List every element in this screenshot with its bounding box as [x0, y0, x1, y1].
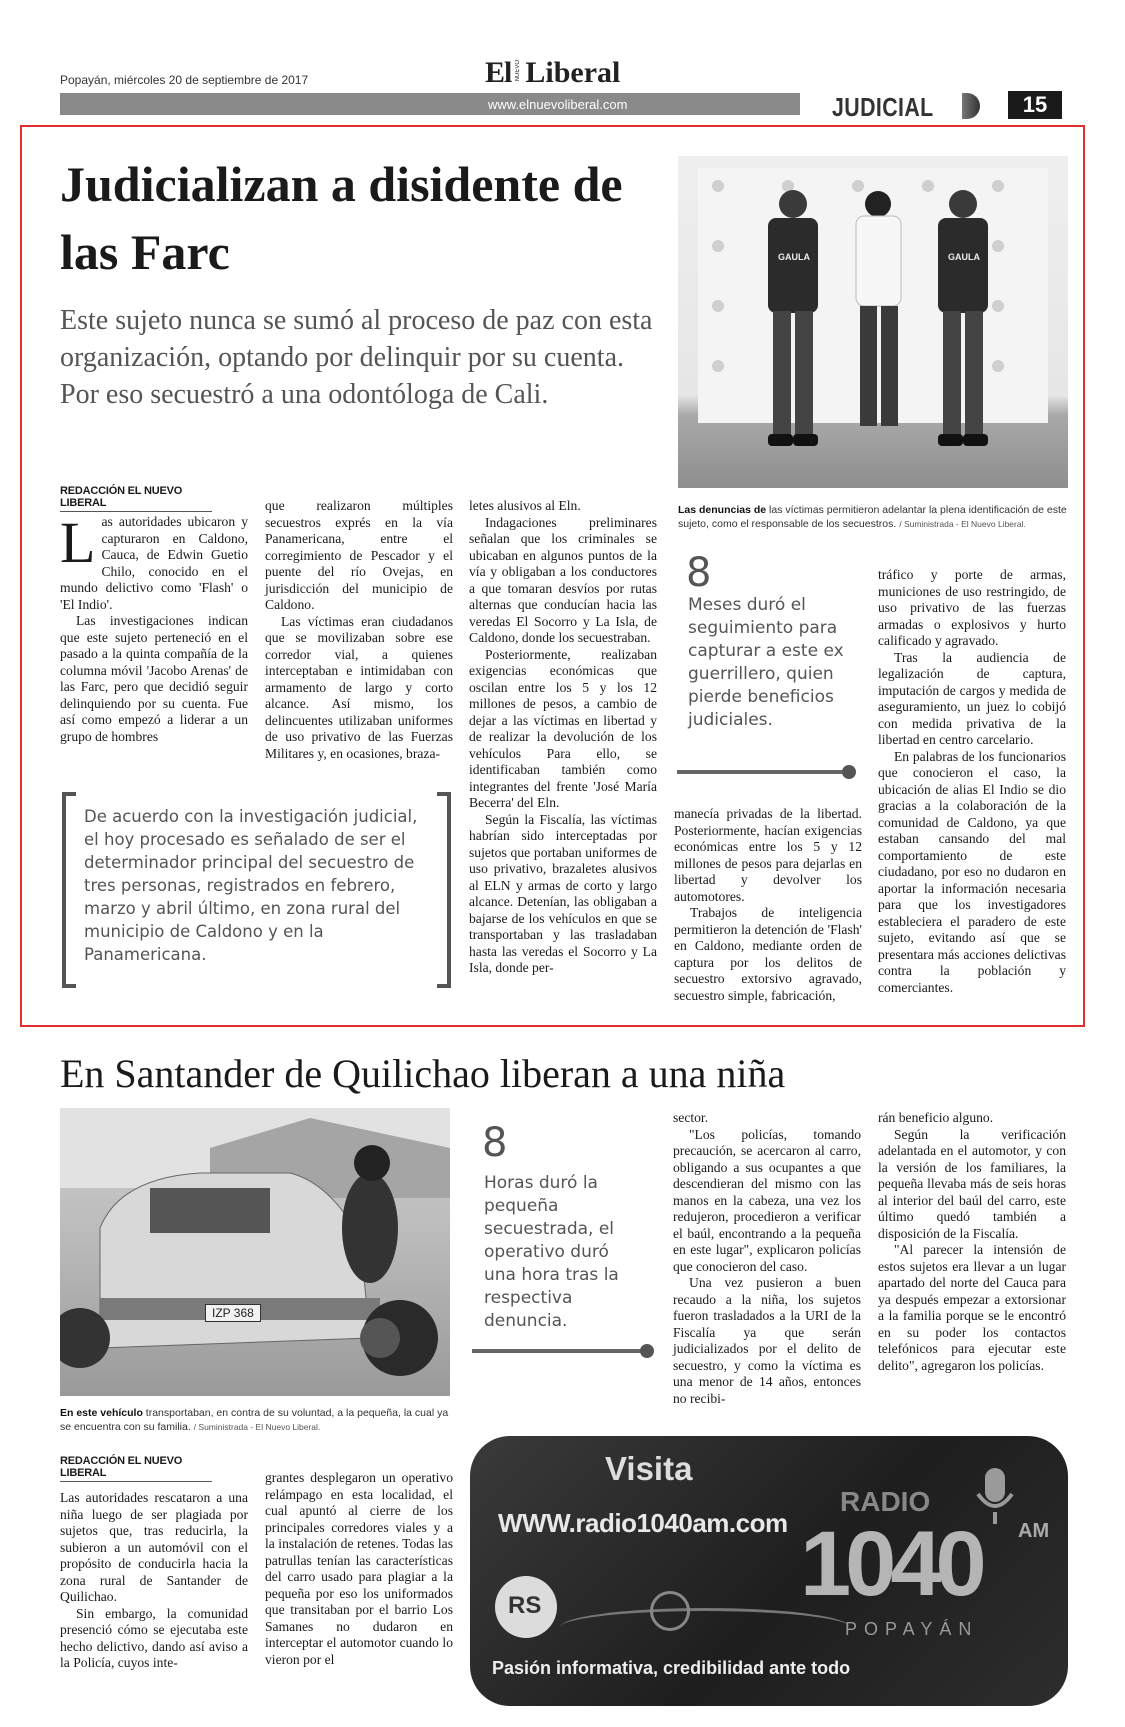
article1-title: Judicializan a disidente de las Farc — [60, 156, 623, 280]
article2-photo-art — [60, 1108, 450, 1396]
article2-col2 — [265, 1470, 453, 1668]
article2-col3 — [673, 1110, 861, 1407]
article2-fact-dot — [640, 1344, 654, 1358]
article2-photo — [60, 1108, 450, 1396]
quote-bracket-right — [437, 792, 451, 988]
rs-logo-text: RS — [508, 1592, 542, 1619]
article1-byline: REDACCIÓN EL NUEVO LIBERAL — [60, 485, 212, 512]
article1-col3-p1: letes alusivos al Eln. — [469, 498, 581, 513]
article2-fact-number: 8 — [482, 1120, 508, 1166]
article1-col3-p2: Indagaciones preliminares señalan que los criminales se ubicaban en algunos puntos de la vía y obligaban a los conductores a que tomaran desvíos por rutas alternas que conducían hacia las veredas El Socorro y La Isla, de Caldono, donde los secuestraban. — [469, 514, 657, 645]
article1-col3-p4: Según la Fiscalía, las víctimas habrían sido interceptadas por sujetos que portaban uniformes de uso privativo, brazaletes alusivos al ELN y armas de corto y largo alcance. Detenían, las obligaban a bajarse de los vehículos en que se transportaban y las trasladaban hasta las veredas el Socorro y La Isla, donde per- — [469, 811, 657, 975]
article1-dropcap: L — [60, 510, 96, 575]
logo-liberal: Liberal — [525, 56, 621, 89]
article2-col3-p2: "Los policías, tomando precaución, se acercaron al carro, obligando a sus ocupantes a que descendieran del mismo con las manos en la cabeza, una vez los redujeron, procedieron a verificar el baúl, encontrando a la pequeña en este lugar", explicaron policías que conocieron del caso. — [673, 1126, 861, 1274]
ad-city: POPAYÁN — [845, 1619, 979, 1639]
dateline: Popayán, miércoles 20 de septiembre de 2017 — [60, 73, 309, 87]
article1-col5 — [878, 567, 1066, 996]
article2-caption-source: / Suministrada - El Nuevo Liberal. — [193, 1422, 321, 1432]
header-bar — [60, 93, 800, 115]
ad-frequency: 1040 — [800, 1513, 981, 1615]
article2-col4-p2: Según la verificación adelantada en el automotor, y con la versión de los familiares, la pequeña llevaba más de seis horas al interior del baúl del carro, este último quedó también a disposición de la Fiscalía. — [878, 1126, 1066, 1241]
article2-col4-p1: rán beneficio alguno. — [878, 1110, 994, 1125]
article1-caption-text: las víctimas permitieron adelantar la plena identificación de este sujeto, como el responsable de los secuestros. — [678, 504, 1067, 530]
ad-circle-icon — [650, 1591, 690, 1631]
article1-fact-number: 8 — [686, 550, 712, 596]
article1-fact-rule — [677, 770, 844, 774]
article1-col4-p2: Trabajos de inteligencia permitieron la detención de 'Flash' en Caldono, mediante orden de captura por los delitos de secuestro extorsivo agravado, secuestro simple, fabricación, — [674, 905, 862, 1003]
article2-col4 — [878, 1110, 1066, 1374]
article1-fact-text: Meses duró el seguimiento para capturar a este ex guerrillero, quien pierde beneficios judiciales. — [688, 595, 844, 730]
gaula-badge-right: GAULA — [948, 252, 980, 262]
license-plate: IZP 368 — [205, 1304, 261, 1322]
article1-col2-p1: que realizaron múltiples secuestros exprés en la vía Panamericana, entre el corregimiento de Pescador y el puente del río Ovejas, en jurisdicción del municipio de Caldono. — [265, 498, 453, 612]
article1-col5-p2: Tras la audiencia de legalización de captura, imputación de cargos y medida de aseguramiento, un juez lo cobijó con medida privativa de la libertad en centro carcelario. — [878, 649, 1066, 747]
article1-col1 — [60, 510, 248, 745]
article2-col3-p1: sector. — [673, 1110, 709, 1125]
article1-col4 — [674, 806, 862, 1004]
article1-photo — [678, 156, 1068, 488]
article1-col5-p3: En palabras de los funcionarios que conocieron el caso, la ubicación de alias El Indio se dio gracias a la colaboración de la comunidad de Caldono, ya que estaban cansando del mal comportamiento de este ciudadano, por eso no dudaron en aportar la información necesaria para que los investigadores estableciera el paradero de este sujeto, evitando así que se presentara más acciones delictivas contra la población y comerciantes. — [878, 748, 1066, 995]
article2-fact-rule — [472, 1349, 642, 1353]
article1-col1-p2: Las investigaciones indican que este sujeto perteneció en el pasado a la quinta compañía de la columna móvil 'Jacobo Arenas' de las Farc, pero que decidió seguir delinquiendo por su cuenta. Fue así como empezó a liderar a un grupo de hombres — [60, 613, 248, 744]
article1-caption-source: / Suministrada - El Nuevo Liberal. — [899, 519, 1026, 529]
article2-col1 — [60, 1490, 248, 1672]
article1-subtitle: Este sujeto nunca se sumó al proceso de paz con esta organización, optando por delinquir por su cuenta. Por eso secuestró a una odontóloga de Cali. — [60, 305, 653, 410]
article1-fact-dot — [842, 765, 856, 779]
article1-col5-p1: tráfico y porte de armas, municiones de uso restringido, de uso privativo de las fuerzas armadas o explosivos y hurto calificado y agravado. — [878, 567, 1066, 648]
article1-caption — [678, 503, 1068, 531]
quote-bracket-left — [62, 792, 76, 988]
ad-am: AM — [1018, 1520, 1050, 1542]
section-title: JUDICIAL — [832, 92, 934, 122]
article1-col2-p2: Las víctimas eran ciudadanos que se movilizaban sobre ese corredor vial, a quienes interceptaban e intimidaban con armamento de largo y corto alcance. Así mismo, los delincuentes utilizaban uniformes de uso privativo de las Fuerzas Militares y, en ocasiones, braza- — [265, 613, 453, 761]
radio-ad[interactable] — [470, 1436, 1068, 1706]
article2-caption-text: transportaban, en contra de su voluntad, a la pequeña, la cual ya se encuentra con su familia. — [60, 1407, 449, 1433]
article2-fact-text: Horas duró la pequeña secuestrada, el operativo duró una hora tras la respectiva denuncia. — [484, 1173, 619, 1331]
article2-caption — [60, 1406, 450, 1434]
article1-photo-art — [678, 156, 1068, 488]
article1-caption-bold: Las denuncias de — [678, 504, 767, 516]
article1-col4-p1: manecía privadas de la libertad. Posteriormente, hacían exigencias económicas entre los 5 y 12 millones de pesos para dejarlas en libertad y devolver los automotores. — [674, 806, 862, 904]
ad-slogan: Pasión informativa, credibilidad ante todo — [492, 1658, 851, 1678]
article1-col1-p1: as autoridades ubicaron y capturaron en Caldono, Cauca, de Edwin Guetio Chilo, conocido en el mundo delictivo como 'Flash' o 'El Indio'. — [60, 514, 248, 612]
article2-col3-p3: Una vez pusieron a buen recaudo a la niña, los sujetos fueron trasladados a la URI de la Fiscalía ya que serán judicializados por el delito de secuestro, y como la víctima es una menor de 14 años, entonces no recibi- — [673, 1275, 861, 1406]
logo-nuevo: NUEVO — [515, 60, 522, 82]
article2-title: En Santander de Quilichao liberan a una niña — [60, 1051, 786, 1096]
ad-radio-label: RADIO — [840, 1486, 931, 1517]
article2-col1-p1: Las autoridades rescataron a una niña luego de ser plagiada por sujetos que, tras reducirla, la subieron a un automóvil con el propósito de conducirla hacia la zona rural de Santander de Quilichao. — [60, 1490, 248, 1604]
website-url: www.elnuevoliberal.com — [488, 97, 628, 112]
gaula-badge-left: GAULA — [778, 252, 810, 262]
page-number: 15 — [1008, 91, 1062, 119]
ad-visit: Visita — [605, 1450, 693, 1487]
ad-url[interactable]: WWW.radio1040am.com — [498, 1508, 788, 1538]
pull-quote: De acuerdo con la investigación judicial, el hoy procesado es señalado de ser el determinador principal del secuestro de tres personas, registrados en febrero, marzo y abril último, en zona rural del municipio de Caldono y en la Panamericana. — [84, 807, 418, 964]
ad-swoosh — [560, 1608, 850, 1647]
article1-col3 — [469, 498, 657, 977]
newspaper-logo — [485, 56, 620, 90]
article2-col2-p1: grantes desplegaron un operativo relámpago en esta localidad, el cual apuntó al cierre de los principales corredores viales y a la instalación de retenes. Todas las patrullas tenían las características del carro usado para plagiar a la pequeña por eso los uniformados que transitaban por el barrio Los Samanes no dudaron en interceptar el automotor cuando lo vieron por el — [265, 1470, 453, 1667]
article1-col2 — [265, 498, 453, 762]
article1-col3-p3: Posteriormente, realizaban exigencias económicas que oscilan entre los 5 y los 12 millones de pesos, a cambio de dejar a las víctimas en libertad y de realizar la devolución de los vehículos Para ello, se identificaban también como integrantes del frente 'José María Becerra' del Eln. — [469, 646, 657, 810]
article2-caption-bold: En este vehículo — [60, 1407, 143, 1419]
logo-el: El — [485, 56, 512, 89]
article2-byline: REDACCIÓN EL NUEVO LIBERAL — [60, 1455, 212, 1482]
article2-col1-p2: Sin embargo, la comunidad presenció cómo se ejecutaba este hecho delictivo, dando así aviso a la Policía, cuyos inte- — [60, 1605, 248, 1670]
article2-col4-p3: "Al parecer la intensión de estos sujetos era llevar a un lugar apartado del norte del Cauca para ya después empezar a extorsionar a la familia porque se le encontró en su poder los contactos telefónicos para ejecutar este delito", agregaron los policías. — [878, 1242, 1066, 1373]
